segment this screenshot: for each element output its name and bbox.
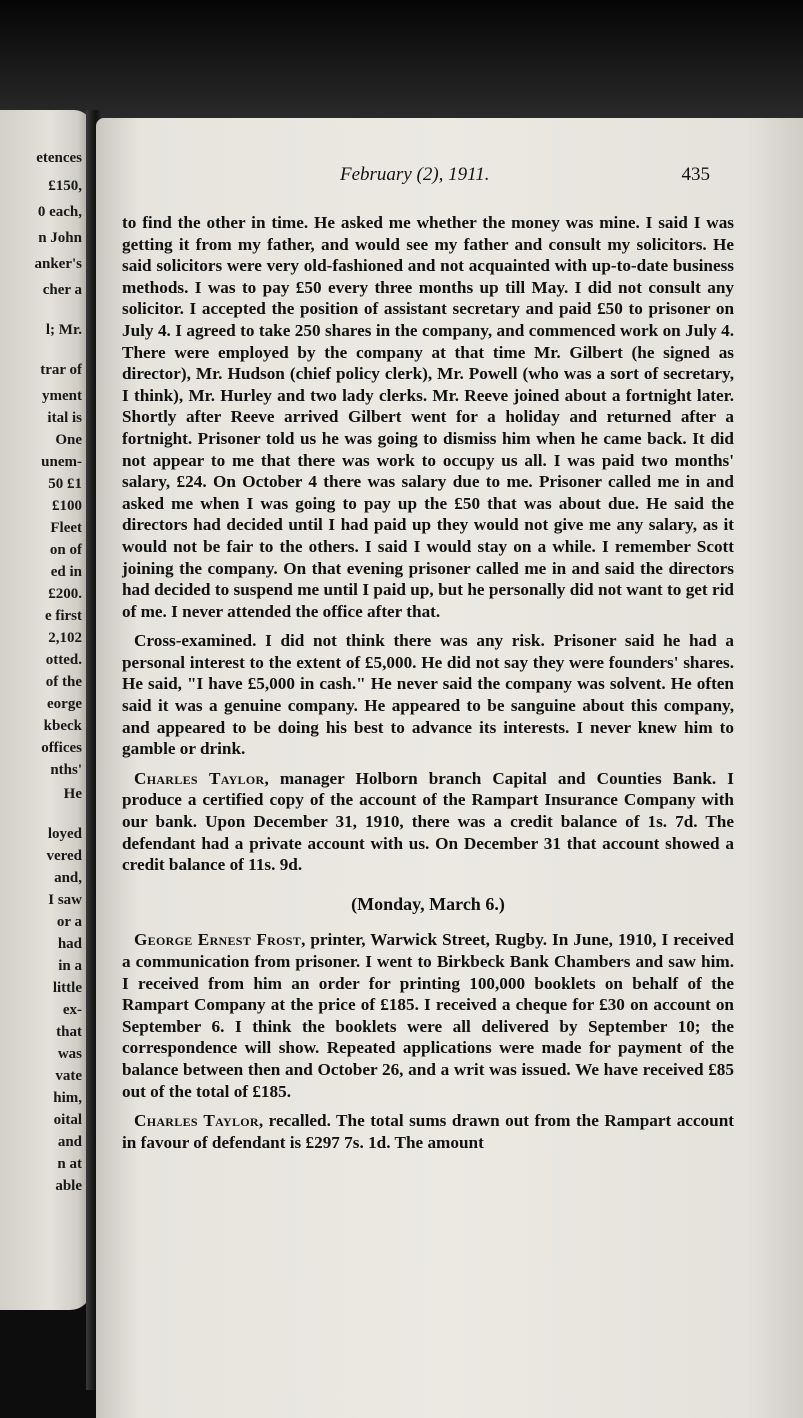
- date-heading: (Monday, March 6.): [351, 893, 505, 914]
- witness-testimony: , recalled. The total sums drawn out from the Rampart account in favour of defendant is £297 7s. 1d. The amount: [122, 1111, 734, 1152]
- facing-page-fragment: able: [55, 1178, 82, 1194]
- paragraph-cross-examined: Cross-examined. I did not think there was any risk. Prisoner said he had a personal interest to the extent of £5,000. He did not say they were founders' shares. He said, "I have £5,000 in cash." He never said the company was solvent. He often said it was a genuine company. He appeared to be sanguine about this company, and appeared to be doing his best to advance its interests. I never knew him to gamble or drink.: [122, 631, 734, 759]
- facing-page-fragment: He: [63, 786, 82, 802]
- paragraph-charles-taylor: [122, 768, 734, 876]
- facing-page-fragment: and,: [54, 870, 82, 886]
- facing-page-fragment: One: [55, 432, 82, 448]
- facing-page-fragment: 0 each,: [37, 204, 82, 220]
- facing-page-fragment: loyed: [47, 826, 82, 842]
- facing-page-fragment: Fleet: [50, 520, 82, 536]
- facing-page-fragment: kbeck: [43, 718, 82, 734]
- facing-page-fragment: vate: [55, 1068, 82, 1084]
- facing-page-fragment: n John: [38, 230, 82, 246]
- witness-name: Charles Taylor: [134, 1111, 259, 1131]
- page-header: [96, 164, 746, 190]
- facing-page-fragment: in a: [58, 958, 82, 974]
- facing-page-fragment: that: [56, 1024, 82, 1040]
- paragraph-charles-taylor-recalled: [122, 1110, 734, 1153]
- facing-page-fragment: ital is: [47, 410, 82, 426]
- facing-page-fragment: £100: [52, 498, 82, 514]
- facing-page-fragment: of the: [45, 674, 82, 690]
- facing-page-fragment: 2,102: [48, 630, 82, 646]
- facing-page-fragment: unem-: [41, 454, 82, 470]
- page-number: 435: [681, 164, 710, 185]
- facing-page-fragment: £150,: [48, 178, 82, 194]
- witness-testimony: , printer, Warwick Street, Rugby. In June, 1910, I received a communication from prisoner. I went to Birkbeck Bank Chambers and saw him. I received from him an order for printing 100,000 booklets on behalf of the Rampart Company at the price of £185. I received a cheque for £30 on account on September 6. I think the booklets were all delivered by September 10; the correspondence will show. Repeated applications were made for payment of the balance between then and October 26, and a writ was issued. We have received £85 out of the total of £185.: [122, 930, 734, 1101]
- facing-page-fragment: l; Mr.: [45, 322, 82, 338]
- facing-page-fragment: I saw: [48, 892, 82, 908]
- facing-page-fragment: or a: [56, 914, 82, 930]
- facing-page-fragment: was: [57, 1046, 82, 1062]
- facing-page-fragment: vered: [46, 848, 82, 864]
- facing-page-fragment: trar of: [40, 362, 82, 378]
- witness-name: Charles Taylor: [134, 768, 265, 788]
- facing-page-fragment: etences: [36, 150, 82, 166]
- facing-page-fragment: yment: [42, 388, 82, 404]
- facing-page-fragment: had: [57, 936, 82, 952]
- facing-page-fragment: and: [57, 1134, 82, 1150]
- facing-page-fragment: offices: [41, 740, 82, 756]
- paragraph-george-frost: [122, 929, 734, 1102]
- facing-page-fragment: oital: [53, 1112, 82, 1128]
- facing-page-fragment: him,: [53, 1090, 82, 1106]
- facing-page-edge: [0, 110, 92, 1310]
- facing-page-fragment: ed in: [50, 564, 82, 580]
- facing-page-fragment: ex-: [62, 1002, 82, 1018]
- witness-name: George Ernest Frost: [134, 930, 302, 950]
- scan-background: [0, 0, 803, 120]
- paragraph-testimony: to find the other in time. He asked me whether the money was mine. I said I was getting it from my father, and would see my father and consult my solicitors. He said solicitors were very old-fashioned and not acquainted with up-to-date business methods. I was to pay £50 every three months up till May. I did not consult any solicitor. I accepted the position of assistant secretary and paid £50 to prisoner on July 4. I agreed to take 250 shares in the company, and commenced work on July 4. There were employed by the company at that time Mr. Gilbert (he signed as director), Mr. Hudson (chief policy clerk), Mr. Powell (who was a sort of secretary, I think), Mr. Hurley and two lady clerks. Mr. Reeve joined about a fortnight later. Shortly after Reeve arrived Gilbert went for a holiday and returned after a fortnight. Prisoner told us he was going to dismiss him when he came back. It did not appear to me that there was work to occupy us all. I was paid two months' salary, £24. On October 4 there was salary due to me. Prisoner called me in and asked me when I was going to pay up the £50 that was about due. He said the directors had decided until I had paid up they would not give me any salary, as it would not be fair to the others. I said I would stay on a while. I remember Scott joining the company. On that evening prisoner called me in and said the directors had decided to suspend me until I paid up, but he personally did not want to get rid of me. I never attended the office after that.: [122, 213, 734, 621]
- facing-page-fragment: nths': [50, 762, 82, 778]
- facing-page-fragment: on of: [49, 542, 82, 558]
- facing-page-fragment: n at: [57, 1156, 82, 1172]
- running-title: February (2), 1911.: [340, 164, 490, 185]
- facing-page-fragment: £200.: [48, 586, 82, 602]
- facing-page-fragment: cher a: [42, 282, 82, 298]
- body-text: [122, 212, 734, 1153]
- facing-page-fragment: little: [52, 980, 82, 996]
- facing-page-fragment: eorge: [47, 696, 82, 712]
- facing-page-fragment: 50 £1: [48, 476, 82, 492]
- facing-page-fragment: anker's: [34, 256, 82, 272]
- facing-page-fragment: otted.: [45, 652, 82, 668]
- witness-testimony: , manager Holborn branch Capital and Counties Bank. I produce a certified copy of the account of the Rampart Insurance Company with our bank. Upon December 31, 1910, there was a credit balance of 1s. 7d. The defendant had a private account with us. On December 31 that account showed a credit balance of 11s. 9d.: [122, 768, 734, 875]
- facing-page-fragment: e first: [44, 608, 82, 624]
